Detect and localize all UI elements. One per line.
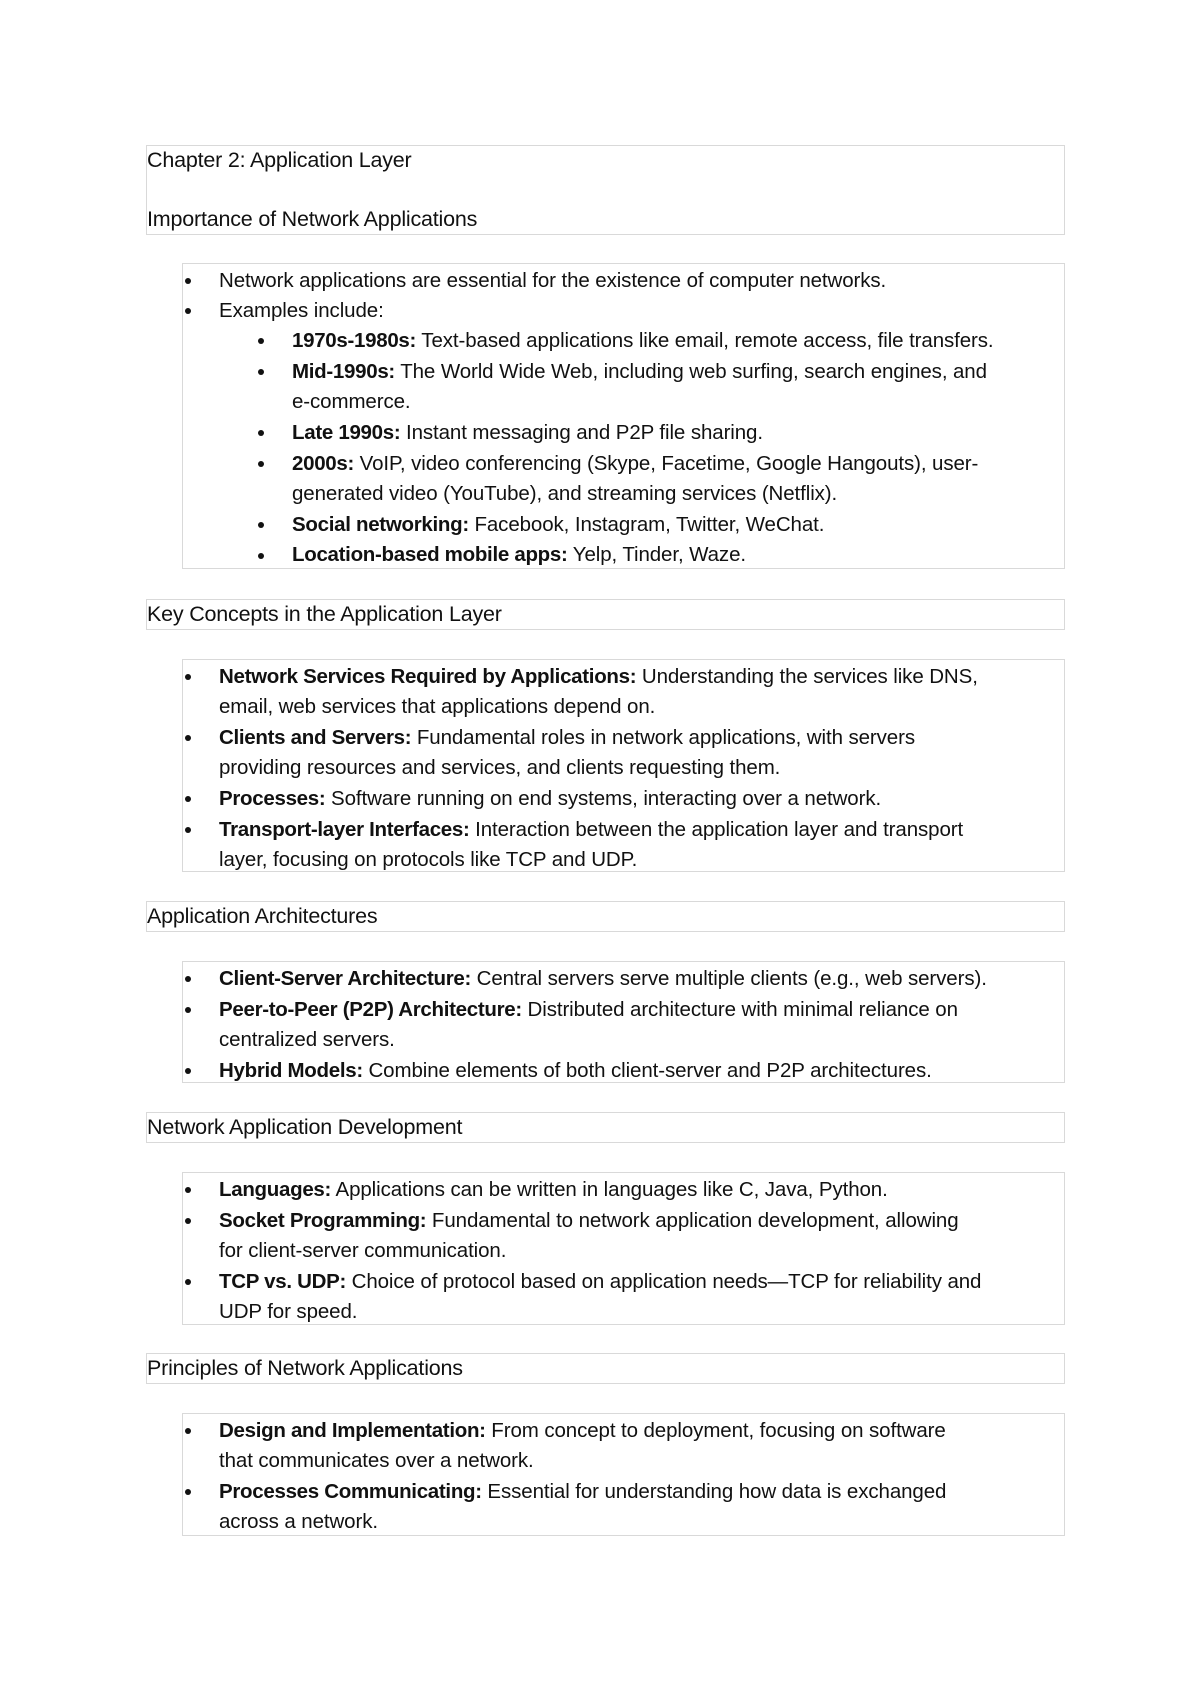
list-item-continuation: email, web services that applications depend on. <box>219 695 656 718</box>
list-item: Processes Communicating: Essential for understanding how data is exchanged <box>219 1480 947 1503</box>
list-item: Processes: Software running on end systems, interacting over a network. <box>219 787 882 810</box>
section-heading-importance: Importance of Network Applications <box>147 207 478 231</box>
bullet-marker <box>185 674 191 680</box>
list-item: Hybrid Models: Combine elements of both client-server and P2P architectures. <box>219 1059 932 1082</box>
list-item: Client-Server Architecture: Central servers serve multiple clients (e.g., web servers). <box>219 967 987 990</box>
bullet-marker <box>185 1489 191 1495</box>
bullet-marker <box>258 338 264 344</box>
list-item: Design and Implementation: From concept to deployment, focusing on software <box>219 1419 946 1442</box>
sub-list-item: Social networking: Facebook, Instagram, Twitter, WeChat. <box>292 513 825 536</box>
bullet-marker <box>185 278 191 284</box>
sub-list-item: 1970s-1980s: Text-based applications like email, remote access, file transfers. <box>292 329 994 352</box>
list-item: Network applications are essential for the existence of computer networks. <box>219 269 887 292</box>
bullet-marker <box>185 1187 191 1193</box>
list-item-continuation: providing resources and services, and clients requesting them. <box>219 756 781 779</box>
bullet-marker <box>258 461 264 467</box>
bullet-marker <box>185 1007 191 1013</box>
list-item: Languages: Applications can be written in languages like C, Java, Python. <box>219 1178 888 1201</box>
sub-list-item: Mid-1990s: The World Wide Web, including web surfing, search engines, and <box>292 360 987 383</box>
sub-list-item-continuation: e-commerce. <box>292 390 411 413</box>
list-item-continuation: across a network. <box>219 1510 378 1533</box>
bullet-marker <box>185 796 191 802</box>
list-item: Clients and Servers: Fundamental roles in network applications, with servers <box>219 726 915 749</box>
bullet-marker <box>185 1068 191 1074</box>
bullet-marker <box>185 308 191 314</box>
sub-list-item: Late 1990s: Instant messaging and P2P file sharing. <box>292 421 763 444</box>
section-heading-key-concepts: Key Concepts in the Application Layer <box>147 602 502 626</box>
list-item: Transport-layer Interfaces: Interaction between the application layer and transport <box>219 818 964 841</box>
list-item-continuation: for client-server communication. <box>219 1239 507 1262</box>
bullet-marker <box>185 976 191 982</box>
bullet-marker <box>185 1428 191 1434</box>
bullet-marker <box>258 369 264 375</box>
list-item-continuation: centralized servers. <box>219 1028 395 1051</box>
bullet-marker <box>185 827 191 833</box>
list-item: Network Services Required by Applications: Understanding the services like DNS, <box>219 665 978 688</box>
list-item-continuation: that communicates over a network. <box>219 1449 534 1472</box>
sub-list-item: 2000s: VoIP, video conferencing (Skype, Facetime, Google Hangouts), user- <box>292 452 979 475</box>
list-item: Socket Programming: Fundamental to network application development, allowing <box>219 1209 959 1232</box>
sub-list-item-continuation: generated video (YouTube), and streaming services (Netflix). <box>292 482 838 505</box>
bullet-marker <box>258 522 264 528</box>
bullet-marker <box>258 430 264 436</box>
bullet-marker <box>185 1218 191 1224</box>
section-heading-principles: Principles of Network Applications <box>147 1356 463 1380</box>
bullet-marker <box>185 735 191 741</box>
list-item: Peer-to-Peer (P2P) Architecture: Distributed architecture with minimal reliance on <box>219 998 958 1021</box>
document-title: Chapter 2: Application Layer <box>147 148 412 172</box>
list-item-continuation: UDP for speed. <box>219 1300 358 1323</box>
list-item: TCP vs. UDP: Choice of protocol based on application needs—TCP for reliability and <box>219 1270 982 1293</box>
list-item: Examples include: <box>219 299 384 322</box>
bullet-marker <box>185 1279 191 1285</box>
list-item-continuation: layer, focusing on protocols like TCP and UDP. <box>219 848 638 871</box>
bullet-marker <box>258 553 264 559</box>
section-heading-development: Network Application Development <box>147 1115 463 1139</box>
sub-list-item: Location-based mobile apps: Yelp, Tinder, Waze. <box>292 543 746 566</box>
section-heading-architectures: Application Architectures <box>147 904 378 928</box>
